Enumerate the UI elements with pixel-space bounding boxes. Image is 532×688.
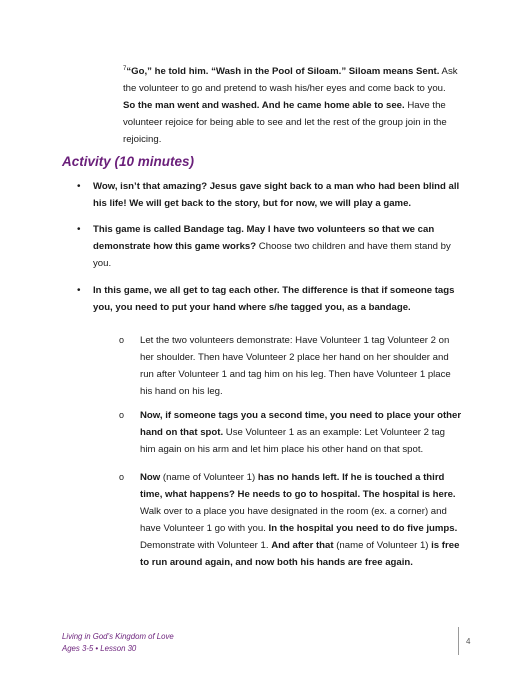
footer-lesson-info: Ages 3-5 • Lesson 30 bbox=[62, 644, 137, 653]
bullet-item bbox=[77, 221, 463, 272]
verse-bold-text: So the man went and washed. And he came home able to see. bbox=[123, 100, 405, 111]
sub-bullet-plain-text: Use Volunteer 1 as an example: Let Volunteer 2 tag him again on his arm and let him place his other hand on that spot. bbox=[140, 427, 446, 455]
sub-bullet-bold-text: Now bbox=[140, 472, 161, 483]
sub-bullet-plain-text: Let the two volunteers demonstrate: Have Volunteer 1 tag Volunteer 2 on her shoulder. Then have Volunteer 2 place her hand on her shoulder and run after Volunteer 1 and tag him on his leg. Then have Volunteer 1 place his hand on his leg. bbox=[140, 335, 451, 397]
verse-paragraph bbox=[123, 63, 458, 148]
bullet-icon: • bbox=[77, 181, 81, 192]
footer-divider bbox=[458, 627, 459, 655]
bullet-plain-text: Choose two children and have them stand by you. bbox=[93, 241, 451, 269]
bullet-bold-text: Wow, isn’t that amazing? Jesus gave sight back to a man who had been blind all his life! We will get back to the story, but for now, we will play a game. bbox=[93, 181, 460, 209]
bullet-bold-text: In this game, we all get to tag each other. The difference is that if someone tags you, you need to put your hand where s/he tagged you, as a bandage. bbox=[93, 285, 455, 313]
sub-bullet-bold-text: has no hands left. If he is touched a third time, what happens? He needs to go to hospital. The hospital is here. bbox=[140, 472, 456, 500]
bullet-item bbox=[77, 178, 463, 212]
circle-bullet-icon: o bbox=[119, 335, 125, 345]
verse-number: 7 bbox=[123, 66, 127, 72]
activity-heading: Activity (10 minutes) bbox=[62, 154, 195, 169]
sub-bullet-plain-text: (name of Volunteer 1) bbox=[333, 540, 432, 551]
footer-series-title: Living in God’s Kingdom of Love bbox=[62, 632, 174, 641]
sub-bullet-item bbox=[119, 469, 463, 571]
bullet-bold-text: This game is called Bandage tag. May I have two volunteers so that we can demonstrate how this game works? bbox=[93, 224, 435, 252]
page-number: 4 bbox=[466, 637, 471, 646]
verse-instruction-2: Have the volunteer rejoice for being able to see and let the rest of the group join in the rejoicing. bbox=[123, 100, 447, 145]
footer-title bbox=[62, 631, 174, 655]
sub-bullet-plain-text: Walk over to a place you have designated in the room (ex. a corner) and have Volunteer 1 go with you. bbox=[140, 506, 447, 534]
sub-bullet-bold-text: In the hospital you need to do five jumps. bbox=[268, 523, 458, 534]
sub-bullet-bold-text: And after that bbox=[271, 540, 334, 551]
circle-bullet-icon: o bbox=[119, 410, 125, 420]
circle-bullet-icon: o bbox=[119, 472, 125, 482]
verse-instruction: Ask the volunteer to go and pretend to wash his/her eyes and come back to you. bbox=[123, 66, 458, 94]
sub-bullet-item bbox=[119, 407, 463, 458]
sub-bullet-plain-text: Demonstrate with Volunteer 1. bbox=[140, 540, 272, 551]
sub-bullet-bold-text: is free to run around again, and now both his hands are free again. bbox=[140, 540, 460, 568]
sub-bullet-item bbox=[119, 332, 463, 400]
verse-quote: “Go,” he told him. “Wash in the Pool of Siloam.” Siloam means Sent. bbox=[126, 66, 440, 77]
bullet-icon: • bbox=[77, 285, 81, 296]
bullet-item bbox=[77, 282, 463, 316]
sub-bullet-bold-text: Now, if someone tags you a second time, you need to place your other hand on that spot. bbox=[140, 410, 462, 438]
bullet-icon: • bbox=[77, 224, 81, 235]
sub-bullet-plain-text: (name of Volunteer 1) bbox=[160, 472, 258, 483]
